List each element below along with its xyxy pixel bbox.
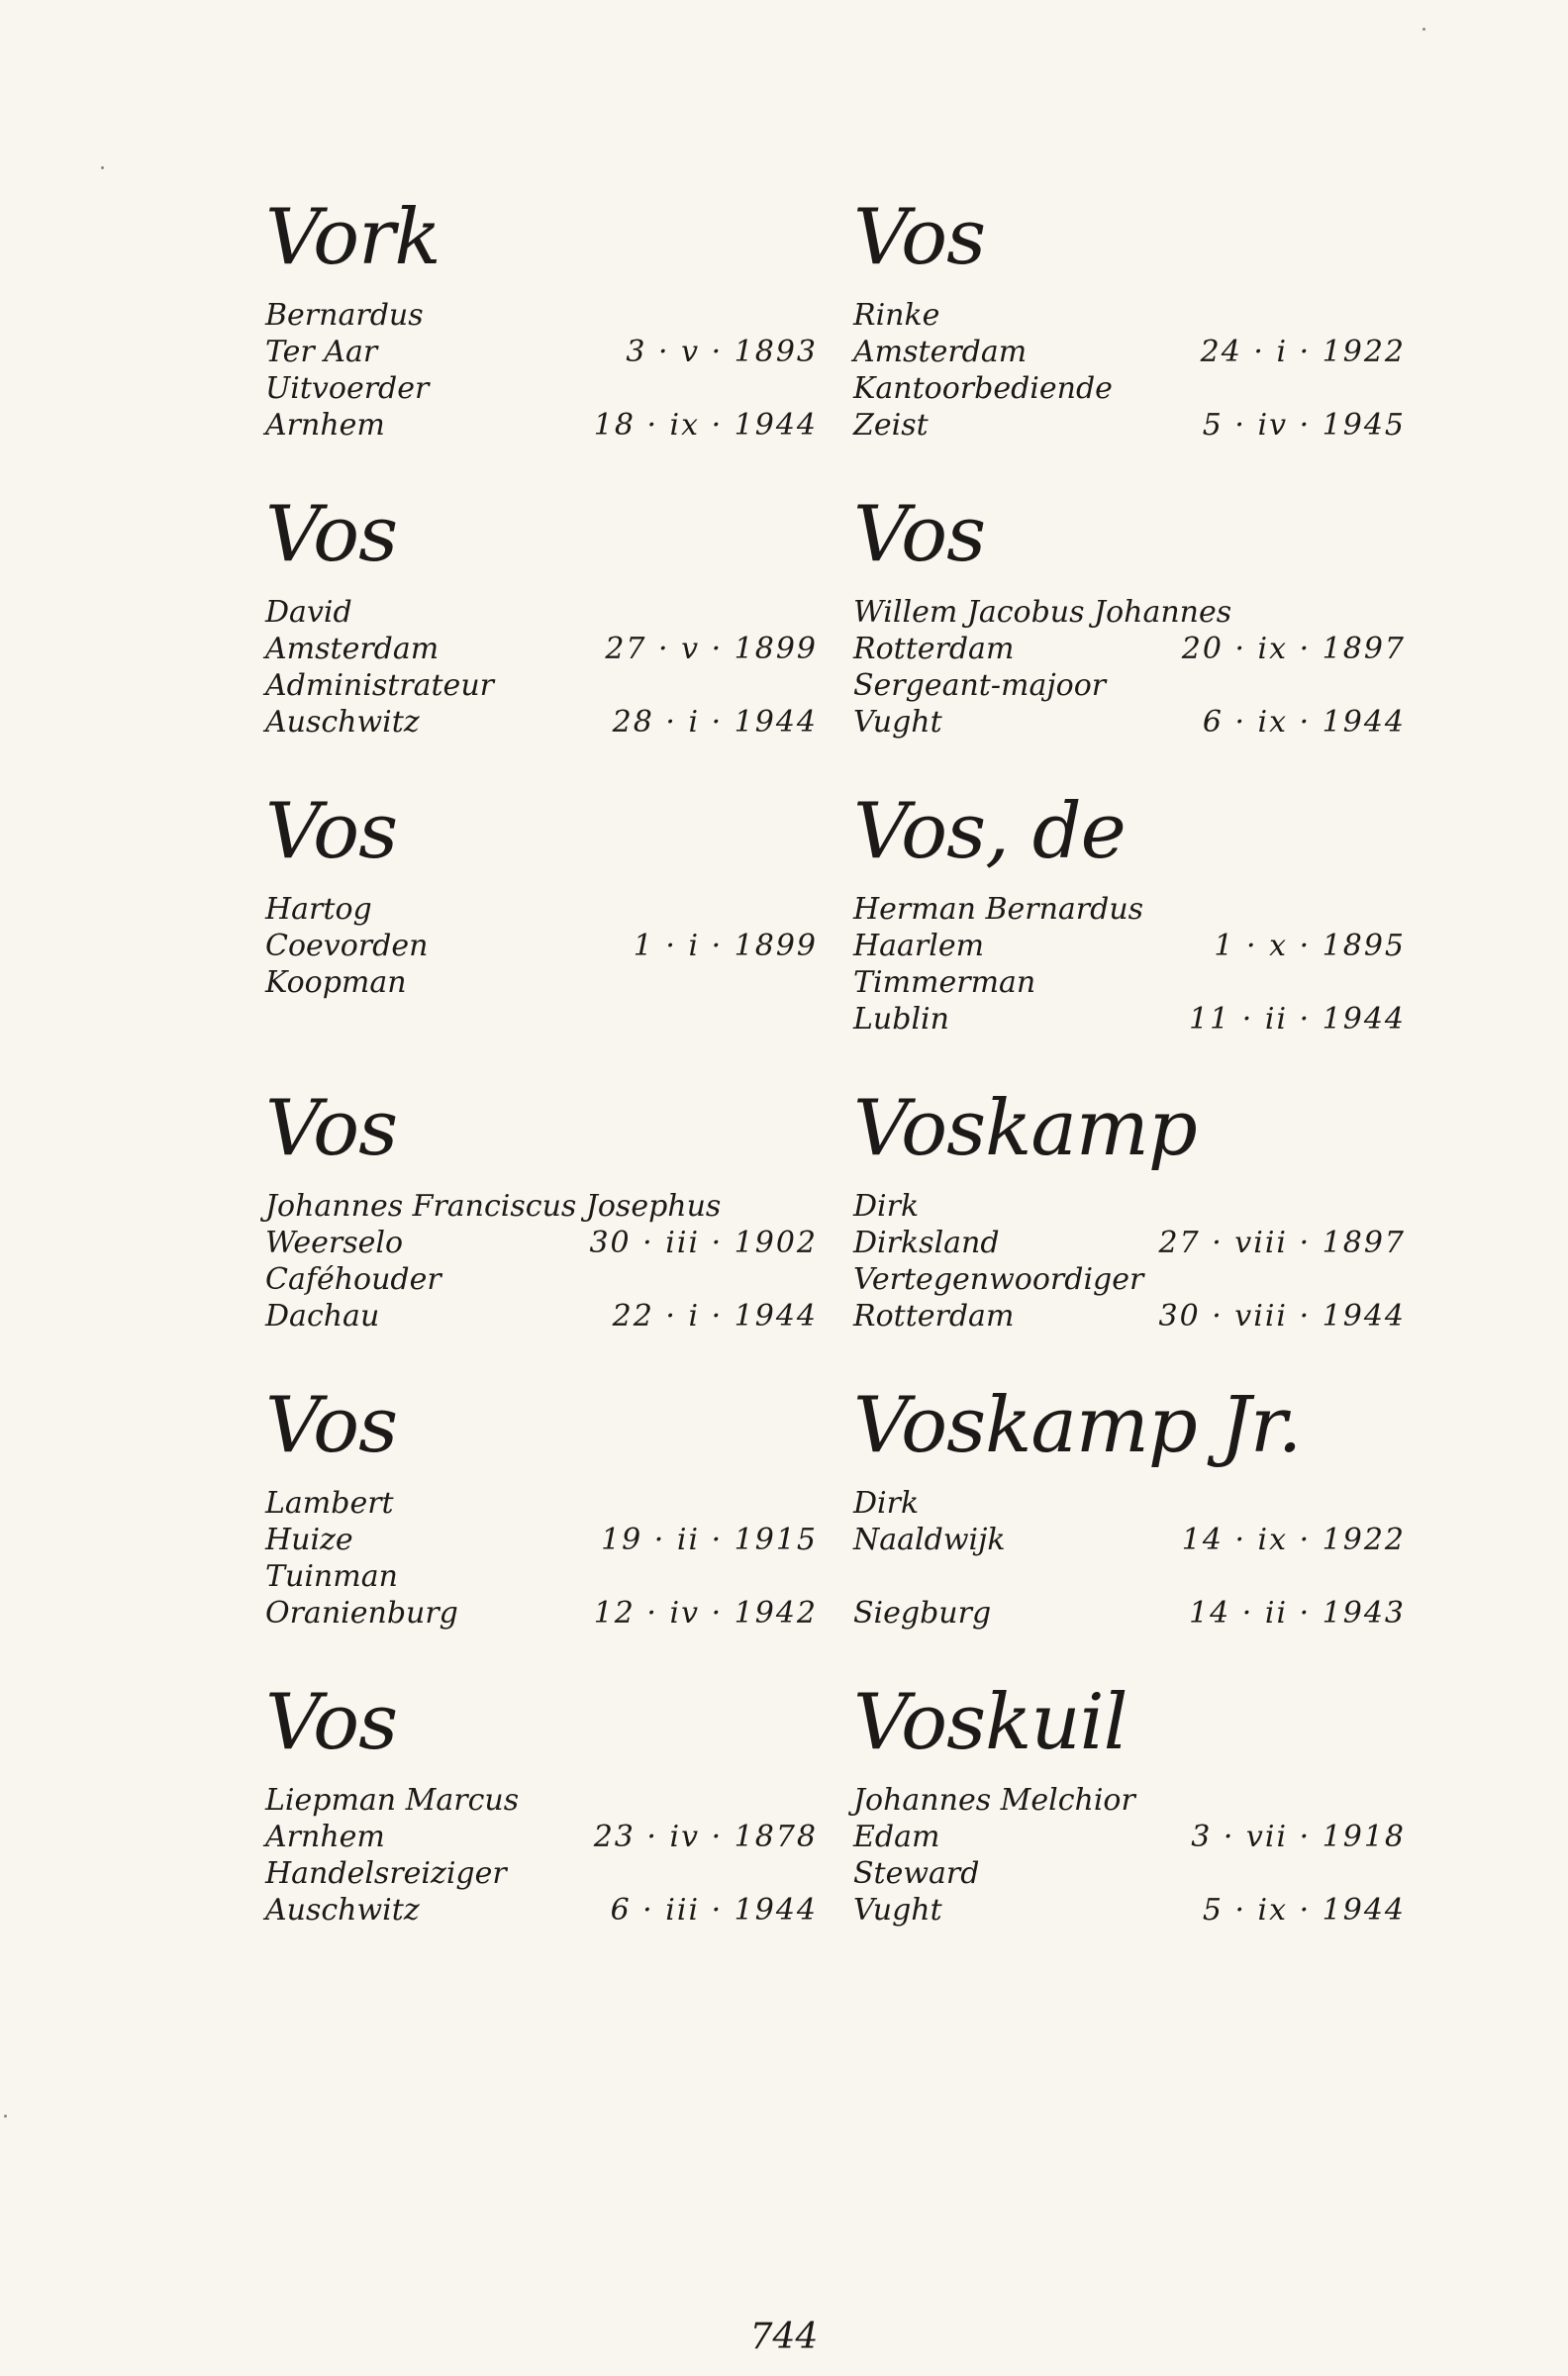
birth-place: Rotterdam (853, 632, 1015, 666)
entry-line (265, 1001, 820, 1038)
entry-line (265, 1892, 820, 1929)
paper-speck (4, 2115, 7, 2118)
entry-line (265, 1522, 820, 1558)
entry-line (853, 1782, 1408, 1819)
occupation: Timmerman (853, 965, 1036, 1000)
entry-line (853, 928, 1408, 964)
occupation: Vertegenwoordiger (853, 1262, 1144, 1297)
surname-heading: Vork (265, 193, 441, 282)
death-date: 14 · ii · 1943 (1189, 1596, 1406, 1631)
person-entry (853, 1079, 1408, 1376)
death-place: Siegburg (853, 1596, 992, 1631)
birth-date: 27 · v · 1899 (605, 632, 818, 666)
given-names: Dirk (853, 1486, 920, 1521)
entry-line (853, 1298, 1408, 1335)
entry-line (265, 704, 820, 741)
occupation: Uitvoerder (265, 371, 430, 406)
entry-line (265, 1855, 820, 1892)
person-entry (853, 188, 1408, 485)
entry-line (853, 667, 1408, 704)
birth-place: Haarlem (853, 929, 985, 963)
entry-line (265, 631, 820, 667)
given-names: Johannes Franciscus Josephus (265, 1189, 722, 1224)
entry-line (853, 334, 1408, 370)
person-entry (265, 782, 820, 1079)
entry-line (265, 928, 820, 964)
birth-place: Weerselo (265, 1226, 404, 1260)
death-date: 6 · iii · 1944 (610, 1893, 818, 1928)
occupation: Steward (853, 1856, 980, 1891)
entry-line (853, 1261, 1408, 1298)
birth-place: Dirksland (853, 1226, 1000, 1260)
person-entry (265, 485, 820, 782)
left-column (265, 188, 820, 1970)
death-date: 5 · iv · 1945 (1202, 408, 1406, 443)
entry-line (853, 1001, 1408, 1038)
entry-line (853, 1522, 1408, 1558)
death-date: 6 · ix · 1944 (1202, 705, 1406, 740)
surname-heading: Vos (265, 1084, 398, 1173)
person-entry (265, 1673, 820, 1970)
surname-heading: Vos (265, 1381, 398, 1470)
entry-line (265, 1782, 820, 1819)
entry-line (853, 1595, 1408, 1632)
entry-line (853, 964, 1408, 1001)
birth-date: 24 · i · 1922 (1200, 335, 1406, 369)
death-place: Auschwitz (265, 705, 420, 740)
birth-place: Coevorden (265, 929, 429, 963)
entry-line (265, 667, 820, 704)
occupation: Handelsreiziger (265, 1856, 507, 1891)
entry-line (853, 1188, 1408, 1225)
entry-line (853, 631, 1408, 667)
given-names: Dirk (853, 1189, 920, 1224)
entry-line (853, 594, 1408, 631)
occupation: Kantoorbediende (853, 371, 1113, 406)
given-names: Lambert (265, 1486, 394, 1521)
entry-line (853, 1558, 1408, 1595)
entry-line (265, 334, 820, 370)
death-date: 22 · i · 1944 (612, 1299, 818, 1334)
page-number: 744 (749, 2317, 819, 2357)
entry-line (265, 297, 820, 334)
birth-place: Huize (265, 1523, 353, 1557)
death-place: Auschwitz (265, 1893, 420, 1928)
given-names: Johannes Melchior (853, 1783, 1135, 1818)
entry-line (265, 594, 820, 631)
entry-line (265, 964, 820, 1001)
birth-place: Amsterdam (853, 335, 1028, 369)
given-names: David (265, 595, 352, 630)
entry-line (853, 1819, 1408, 1855)
entry-line (265, 1819, 820, 1855)
birth-date: 23 · iv · 1878 (593, 1820, 818, 1854)
person-entry (265, 1079, 820, 1376)
occupation: Koopman (265, 965, 407, 1000)
death-place: Vught (853, 1893, 942, 1928)
entry-line (853, 704, 1408, 741)
entry-line (853, 370, 1408, 407)
right-column (853, 188, 1408, 1970)
occupation: Tuinman (265, 1559, 398, 1594)
entry-line (853, 407, 1408, 444)
birth-place: Amsterdam (265, 632, 440, 666)
person-entry (853, 1376, 1408, 1673)
entry-line (853, 1855, 1408, 1892)
birth-date: 19 · ii · 1915 (601, 1523, 818, 1557)
entry-line (853, 1225, 1408, 1261)
entry-line (853, 1485, 1408, 1522)
given-names: Bernardus (265, 298, 424, 333)
surname-heading: Vos (853, 193, 986, 282)
birth-place: Arnhem (265, 1820, 385, 1854)
surname-heading: Voskuil (853, 1678, 1127, 1767)
entry-line (265, 1225, 820, 1261)
death-place: Arnhem (265, 408, 385, 443)
entry-line (265, 1261, 820, 1298)
surname-heading: Voskamp Jr. (853, 1381, 1302, 1470)
death-place: Zeist (853, 408, 929, 443)
birth-date: 1 · x · 1895 (1214, 929, 1406, 963)
death-place: Rotterdam (853, 1299, 1015, 1334)
death-date: 12 · iv · 1942 (593, 1596, 818, 1631)
entry-line (853, 1892, 1408, 1929)
paper-speck (101, 166, 104, 169)
surname-heading: Vos, de (853, 787, 1126, 876)
entry-line (265, 891, 820, 928)
person-entry (853, 782, 1408, 1079)
entry-line (265, 407, 820, 444)
death-place: Oranienburg (265, 1596, 458, 1631)
surname-heading: Vos (265, 1678, 398, 1767)
death-date: 18 · ix · 1944 (593, 408, 818, 443)
surname-heading: Vos (853, 490, 986, 579)
entry-line (853, 297, 1408, 334)
surname-heading: Vos (265, 787, 398, 876)
entry-line (265, 1298, 820, 1335)
given-names: Willem Jacobus Johannes (853, 595, 1232, 630)
birth-date: 20 · ix · 1897 (1181, 632, 1406, 666)
birth-place: Edam (853, 1820, 940, 1854)
person-entry (265, 188, 820, 485)
person-entry (265, 1376, 820, 1673)
surname-heading: Voskamp (853, 1084, 1197, 1173)
birth-date: 14 · ix · 1922 (1181, 1523, 1406, 1557)
given-names: Rinke (853, 298, 940, 333)
paper-speck (1422, 28, 1425, 31)
person-entry (853, 1673, 1408, 1970)
death-place: Vught (853, 705, 942, 740)
birth-date: 3 · vii · 1918 (1191, 1820, 1406, 1854)
given-names: Liepman Marcus (265, 1783, 520, 1818)
given-names: Hartog (265, 892, 372, 927)
birth-place: Naaldwijk (853, 1523, 1006, 1557)
death-date: 30 · viii · 1944 (1158, 1299, 1406, 1334)
birth-date: 30 · iii · 1902 (589, 1226, 818, 1260)
person-entry (853, 485, 1408, 782)
given-names: Herman Bernardus (853, 892, 1144, 927)
death-date: 5 · ix · 1944 (1202, 1893, 1406, 1928)
birth-place: Ter Aar (265, 335, 378, 369)
occupation: Sergeant-majoor (853, 668, 1107, 703)
birth-date: 27 · viii · 1897 (1158, 1226, 1406, 1260)
death-place: Lublin (853, 1002, 949, 1037)
occupation: Administrateur (265, 668, 494, 703)
entry-line (853, 891, 1408, 928)
surname-heading: Vos (265, 490, 398, 579)
occupation: Caféhouder (265, 1262, 441, 1297)
entry-line (265, 1558, 820, 1595)
entry-line (265, 1595, 820, 1632)
entry-line (265, 370, 820, 407)
death-date: 28 · i · 1944 (612, 705, 818, 740)
birth-date: 1 · i · 1899 (633, 929, 818, 963)
birth-date: 3 · v · 1893 (626, 335, 818, 369)
death-date: 11 · ii · 1944 (1189, 1002, 1406, 1037)
death-place: Dachau (265, 1299, 380, 1334)
entry-line (265, 1485, 820, 1522)
entry-line (265, 1188, 820, 1225)
